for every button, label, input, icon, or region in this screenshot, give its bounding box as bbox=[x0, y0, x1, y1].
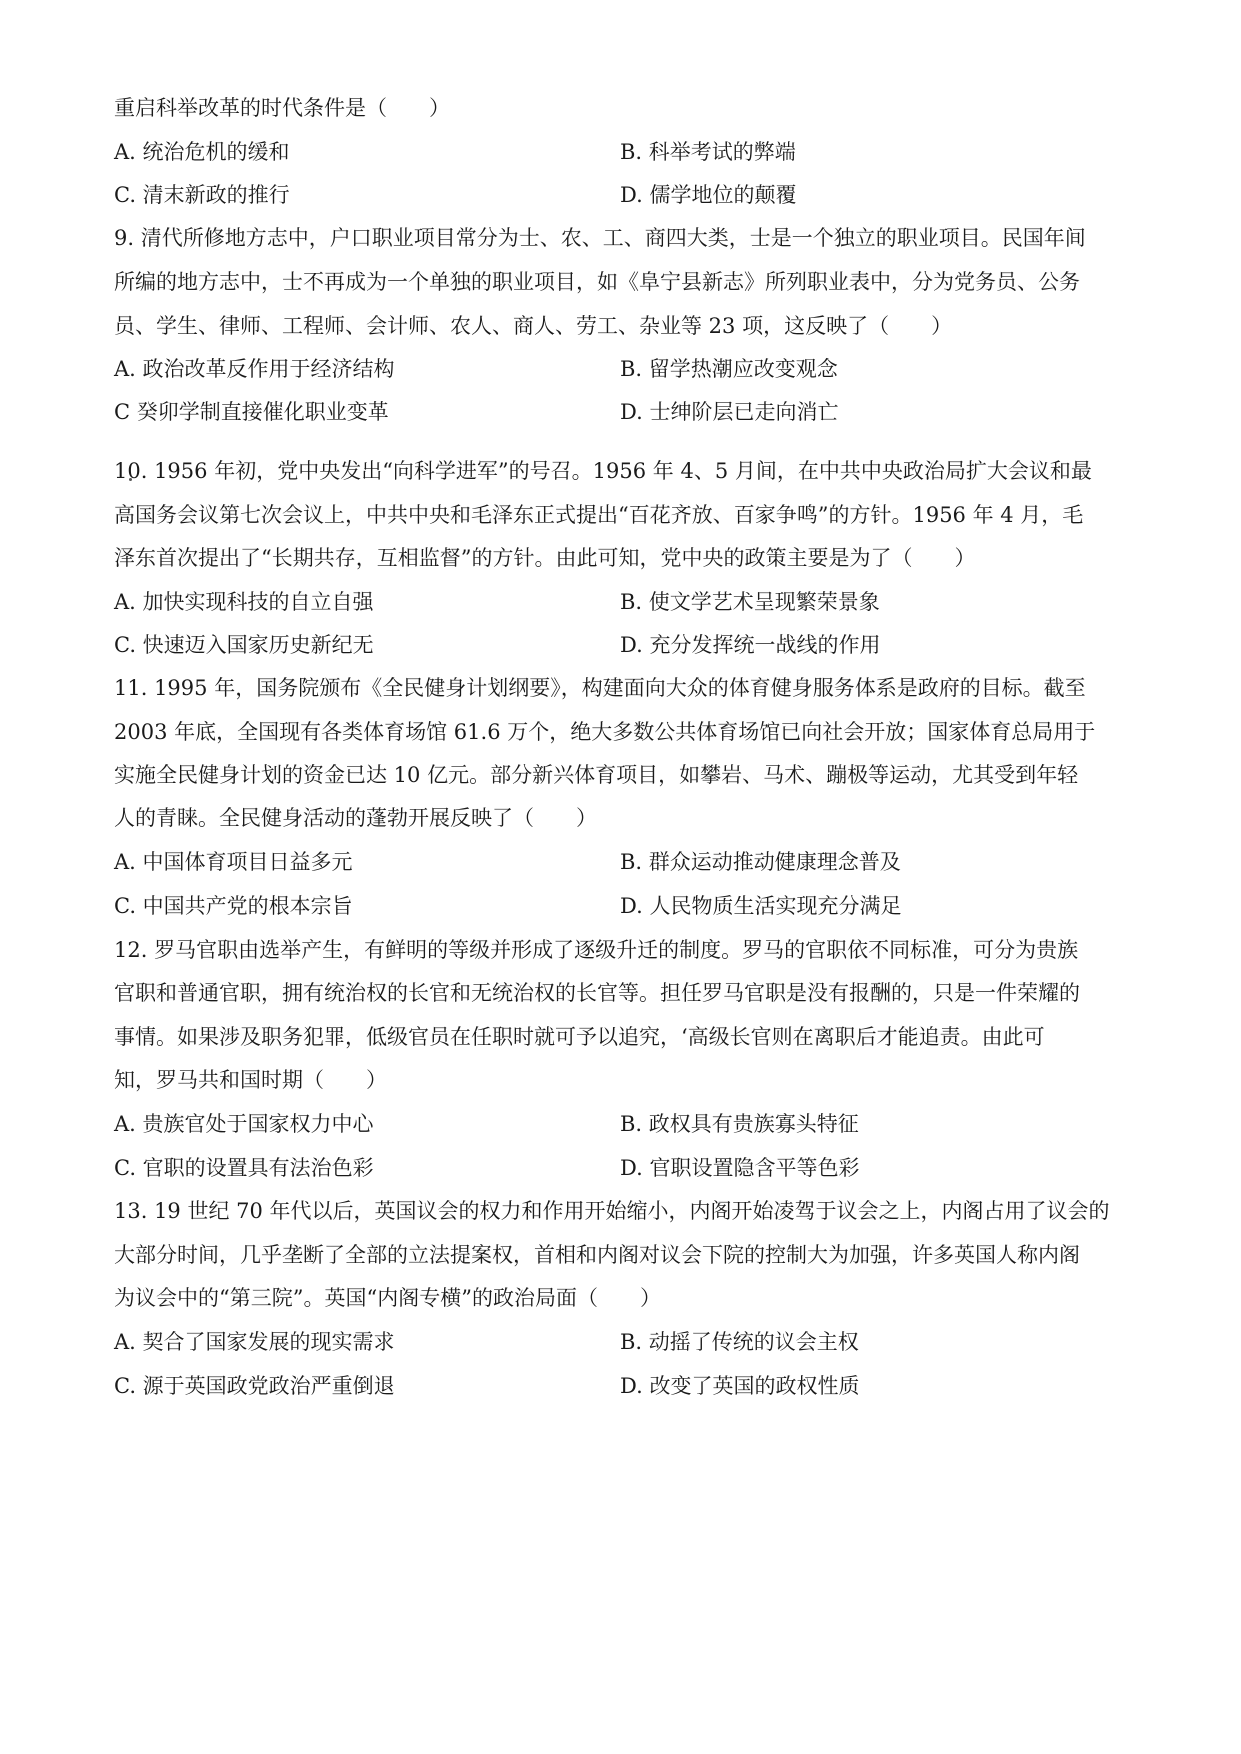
q13-option-c: C. 源于英国政党政治严重倒退 bbox=[114, 1374, 395, 1398]
q12-stem-line-1: 12. 罗马官职由选举产生，有鲜明的等级并形成了逐级升迁的制度。罗马的官职依不同标准，可分为贵族 bbox=[114, 938, 1079, 962]
q11-stem-line-1: 11. 1995 年，国务院颁布《全民健身计划纲要》，构建面向大众的体育健身服务体系是政府的目标。截至 bbox=[114, 676, 1086, 700]
q10-option-c: C. 快速迈入国家历史新纪无 bbox=[114, 633, 374, 657]
q9-stem-line-1: 9. 清代所修地方志中，户口职业项目常分为士、农、工、商四大类，士是一个独立的职业项目。民国年间 bbox=[114, 226, 1086, 250]
q13-option-d: D. 改变了英国的政权性质 bbox=[620, 1374, 860, 1398]
q9-stem-line-3: 员、学生、律师、工程师、会计师、农人、商人、劳工、杂业等 23 项，这反映了（ ） bbox=[114, 314, 953, 338]
q12-stem-line-4: 知，罗马共和国时期（ ） bbox=[114, 1068, 387, 1092]
q10-stem-line-2: 高国务会议第七次会议上，中共中央和毛泽东正式提出“百花齐放、百家争鸣”的方针。1956 年 4 月，毛 bbox=[114, 503, 1084, 527]
q9-option-c: C 癸卯学制直接催化职业变革 bbox=[114, 400, 389, 424]
q9-option-a: A. 政治改革反作用于经济结构 bbox=[114, 357, 395, 381]
q11-stem-line-3: 实施全民健身计划的资金已达 10 亿元。部分新兴体育项目，如攀岩、马术、蹦极等运动，尤其受到年轻 bbox=[114, 763, 1079, 787]
q10-option-d: D. 充分发挥统一战线的作用 bbox=[620, 633, 881, 657]
q13-stem-line-1: 13. 19 世纪 70 年代以后，英国议会的权力和作用开始缩小，内阁开始凌驾于议会之上，内阁占用了议会的 bbox=[114, 1199, 1110, 1223]
q10-stem-line-3: 泽东首次提出了“长期共存，互相监督”的方针。由此可知，党中央的政策主要是为了（ ） bbox=[114, 546, 976, 570]
q8-option-b: B. 科举考试的弊端 bbox=[620, 140, 796, 164]
q13-option-b: B. 动摇了传统的议会主权 bbox=[620, 1330, 859, 1354]
q12-option-a: A. 贵族官处于国家权力中心 bbox=[114, 1112, 374, 1136]
q13-stem-line-2: 大部分时间，几乎垄断了全部的立法提案权，首相和内阁对议会下院的控制大为加强，许多英国人称内阁 bbox=[114, 1243, 1080, 1267]
q8-option-a: A. 统治危机的缓和 bbox=[114, 140, 290, 164]
q11-stem-line-2: 2003 年底，全国现有各类体育场馆 61.6 万个，绝大多数公共体育场馆已向社会开放；国家体育总局用于 bbox=[114, 720, 1096, 744]
q11-stem-line-4: 人的青睐。全民健身活动的蓬勃开展反映了（ ） bbox=[114, 806, 597, 830]
q12-option-c: C. 官职的设置具有法治色彩 bbox=[114, 1156, 374, 1180]
q10-stem-line-1: 10. 1956 年初，党中央发出“向科学进军”的号召。1956 年 4、5 月间，在中共中央政治局扩大会议和最 bbox=[114, 459, 1092, 483]
q13-stem-line-3: 为议会中的“第三院”。英国“内阁专横”的政治局面（ ） bbox=[114, 1286, 661, 1310]
q9-option-d: D. 士绅阶层已走向消亡 bbox=[620, 400, 839, 424]
q11-option-b: B. 群众运动推动健康理念普及 bbox=[620, 850, 901, 874]
q12-stem-line-3: 事情。如果涉及职务犯罪，低级官员在任职时就可予以追究，‘高级长官则在离职后才能追责。由此可 bbox=[114, 1025, 1045, 1049]
q11-option-a: A. 中国体育项目日益多元 bbox=[114, 850, 353, 874]
q12-stem-line-2: 官职和普通官职，拥有统治权的长官和无统治权的长官等。担任罗马官职是没有报酬的，只是一件荣耀的 bbox=[114, 981, 1080, 1005]
q10-option-b: B. 使文学艺术呈现繁荣景象 bbox=[620, 590, 880, 614]
q8-option-d: D. 儒学地位的颠覆 bbox=[620, 183, 797, 207]
q9-option-b: B. 留学热潮应改变观念 bbox=[620, 357, 838, 381]
q12-option-b: B. 政权具有贵族寡头特征 bbox=[620, 1112, 859, 1136]
q13-option-a: A. 契合了国家发展的现实需求 bbox=[114, 1330, 395, 1354]
q8-stem: 重启科举改革的时代条件是（ ） bbox=[114, 96, 450, 120]
q11-option-d: D. 人民物质生活实现充分满足 bbox=[620, 894, 902, 918]
q12-option-d: D. 官职设置隐含平等色彩 bbox=[620, 1156, 860, 1180]
q10-option-a: A. 加快实现科技的自立自强 bbox=[114, 590, 374, 614]
q8-option-c: C. 清末新政的推行 bbox=[114, 183, 290, 207]
q11-option-c: C. 中国共产党的根本宗旨 bbox=[114, 894, 353, 918]
q9-stem-line-2: 所编的地方志中，士不再成为一个单独的职业项目，如《阜宁县新志》所列职业表中，分为党务员、公务 bbox=[114, 270, 1080, 294]
